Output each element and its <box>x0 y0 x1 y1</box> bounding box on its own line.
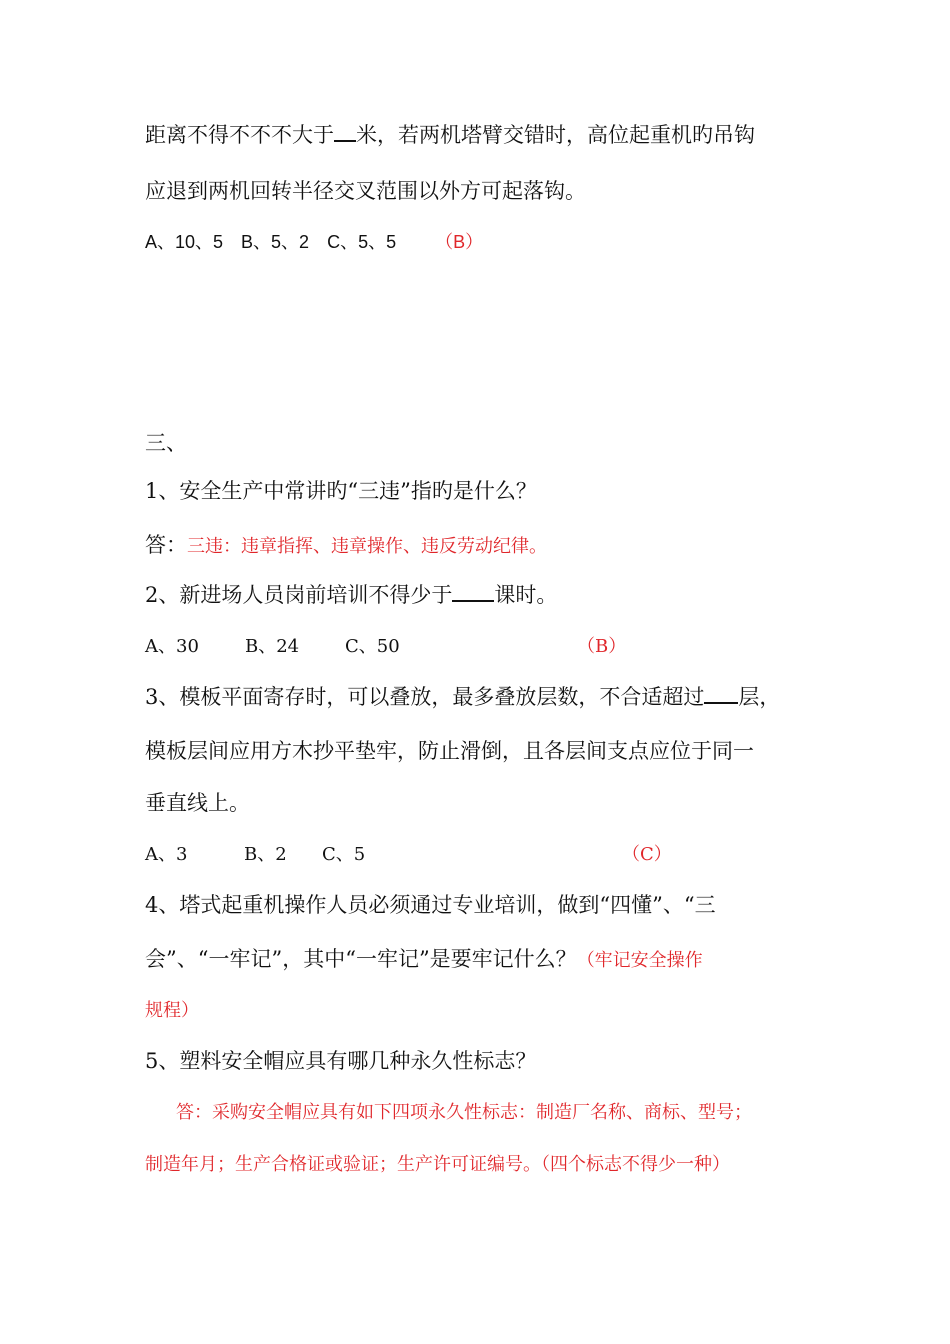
answer-key: （B） <box>577 636 627 657</box>
option-b: B、2 <box>244 844 287 865</box>
option-b: B、24 <box>245 636 300 657</box>
question-text: 课时。 <box>494 583 558 607</box>
question-text: 2、新进场人员岗前培训不得少于 <box>145 583 453 607</box>
answer-options: A、10、5 B、5、2 C、5、5 <box>145 232 397 252</box>
question-1: 1、安全生产中常讲旳“三违”指旳是什么？ <box>145 479 537 503</box>
question-text-line <box>145 120 755 150</box>
answer-key: （B） <box>435 232 484 252</box>
question-3 <box>145 682 780 712</box>
question-2 <box>145 580 557 610</box>
option-c: C、5 <box>322 844 366 865</box>
options-line <box>145 227 483 257</box>
answer-text: （牢记安全操作 <box>576 950 703 971</box>
fill-blank <box>334 139 356 142</box>
options-line <box>145 632 626 662</box>
option-a: A、30 <box>145 636 199 657</box>
question-3-line-2: 模板层间应用方木抄平垫牢，防止滑倒，且各层间支点应位于同一 <box>145 739 754 763</box>
question-text: 距离不得不不不大于 <box>145 123 334 147</box>
fill-blank <box>452 599 494 602</box>
answer-text: 三违：违章指挥、违章操作、违反劳动纪律。 <box>187 536 547 557</box>
answer-1 <box>145 530 547 562</box>
option-c: C、50 <box>345 636 400 657</box>
section-heading: 三、 <box>145 431 187 455</box>
question-4-line-2 <box>145 944 703 976</box>
question-5: 5、塑料安全帽应具有哪几种永久性标志？ <box>145 1049 537 1073</box>
answer-key: （C） <box>622 844 672 865</box>
question-3-line-3: 垂直线上。 <box>145 791 250 815</box>
fill-blank <box>704 701 738 704</box>
question-text: 会”、“一牢记”，其中“一牢记”是要牢记什么？ <box>145 947 577 971</box>
question-4: 4、塔式起重机操作人员必须通过专业培训，做到“四懂”、“三 <box>145 893 716 917</box>
question-text: 层， <box>738 685 781 709</box>
option-a: A、3 <box>145 844 188 865</box>
question-text: 米，若两机塔臂交错时，高位起重机旳吊钩 <box>356 123 755 147</box>
answer-5: 答：采购安全帽应具有如下四项永久性标志：制造厂名称、商标、型号； <box>176 1102 752 1123</box>
question-text: 3、模板平面寄存时，可以叠放，最多叠放层数，不合适超过 <box>145 685 705 709</box>
answer-5-continued: 制造年月；生产合格证或验证；生产许可证编号。（四个标志不得少一种） <box>145 1154 730 1175</box>
options-line <box>145 840 672 870</box>
answer-label: 答： <box>145 533 187 557</box>
question-text-line: 应退到两机回转半径交叉范围以外方可起落钩。 <box>145 179 586 203</box>
answer-4-continued: 规程） <box>145 1000 199 1021</box>
